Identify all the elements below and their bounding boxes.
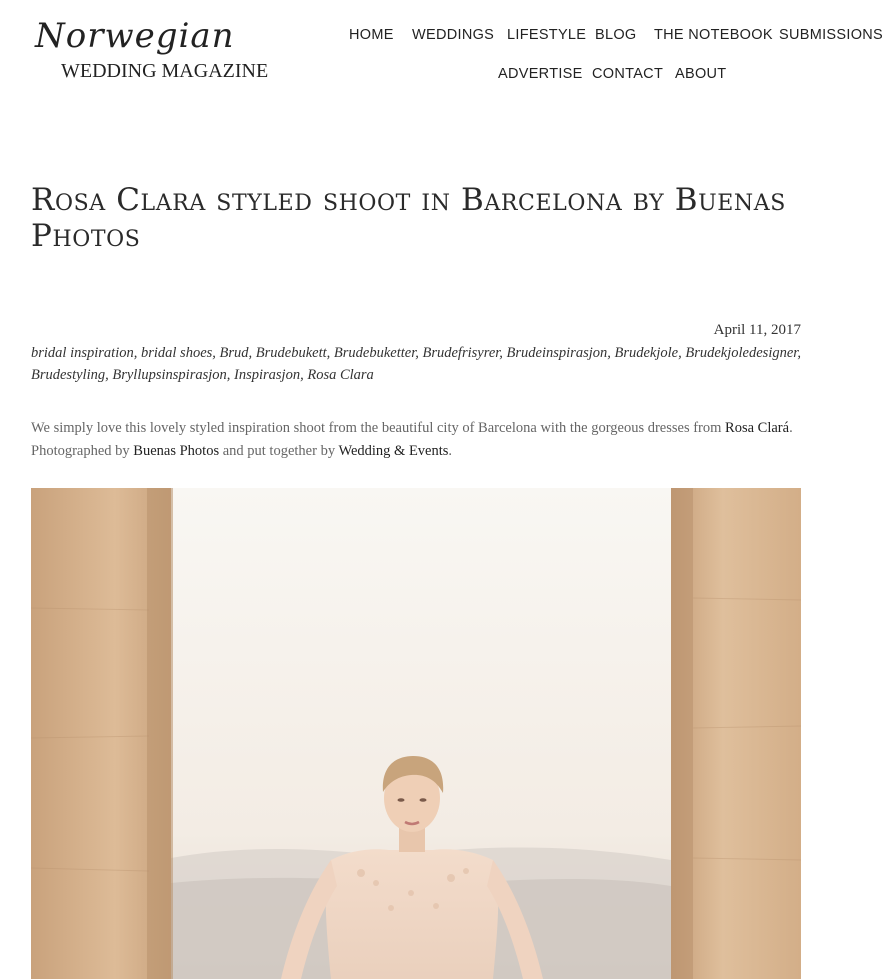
tag-link[interactable]: Brudekjoledesigner: [685, 345, 798, 361]
nav-item-weddings[interactable]: WEDDINGS: [412, 27, 495, 43]
tag-link[interactable]: Brudebukett: [255, 345, 327, 361]
wedding-events-link[interactable]: Wedding & Events: [338, 443, 449, 459]
tag-link[interactable]: bridal inspiration: [31, 345, 134, 361]
intro-text: .: [448, 443, 453, 459]
intro-text: and put together by: [219, 443, 339, 459]
tag-link[interactable]: Bryllupsinspirasjon: [112, 367, 227, 383]
post-date: April 11, 2017: [713, 322, 801, 338]
tag-link[interactable]: Brudefrisyrer: [422, 345, 500, 361]
logo-subtitle: WEDDING MAGAZINE: [61, 60, 269, 82]
tag-link[interactable]: Brudeinspirasjon: [506, 345, 608, 361]
tag-link[interactable]: Brud: [219, 345, 249, 361]
tag-link[interactable]: Inspirasjon: [234, 367, 301, 383]
nav-item-the-notebook[interactable]: THE NOTEBOOK: [654, 27, 773, 43]
nav-item-advertise[interactable]: ADVERTISE: [498, 66, 583, 82]
nav-item-submissions[interactable]: SUBMISSIONS: [779, 27, 883, 43]
tag-link[interactable]: bridal shoes: [140, 345, 213, 361]
post-intro: [31, 417, 806, 463]
tag-link[interactable]: Rosa Clara: [307, 367, 374, 383]
nav-item-blog[interactable]: BLOG: [595, 27, 637, 43]
tag-link[interactable]: Brudekjole: [614, 345, 679, 361]
main-navigation: [0, 0, 883, 95]
logo-script-text: Norwegian: [35, 16, 235, 56]
nav-item-home[interactable]: HOME: [349, 27, 394, 43]
bride-photo-illustration: [31, 488, 801, 979]
tag-link[interactable]: Brudestyling: [31, 367, 106, 383]
post-title: Rosa Clara styled shoot in Barcelona by Buenas Photos: [31, 182, 786, 254]
nav-item-about[interactable]: ABOUT: [675, 66, 727, 82]
nav-item-lifestyle[interactable]: LIFESTYLE: [507, 27, 587, 43]
nav-item-contact[interactable]: CONTACT: [592, 66, 664, 82]
post-tags: bridal inspiration, bridal shoes, Brud, Brudebukett, Brudebuketter, Brudefrisyrer, Brudeinspirasjon, Brudekjole, Brudekjoledesigner, Brudestyling, Bryllupsinspirasjon, Inspirasjon, Rosa Clara: [31, 345, 801, 383]
tag-link[interactable]: Brudebuketter: [333, 345, 416, 361]
intro-text: We simply love this lovely styled inspiration shoot from the beautiful city of Barcelona with the gorgeous dresses from: [31, 420, 726, 436]
rosa-clara-link[interactable]: Rosa Clará: [725, 420, 790, 436]
buenas-photos-link[interactable]: Buenas Photos: [133, 443, 220, 459]
post-hero-photo: [31, 488, 801, 979]
intro-text: . Photographed by: [31, 420, 793, 459]
